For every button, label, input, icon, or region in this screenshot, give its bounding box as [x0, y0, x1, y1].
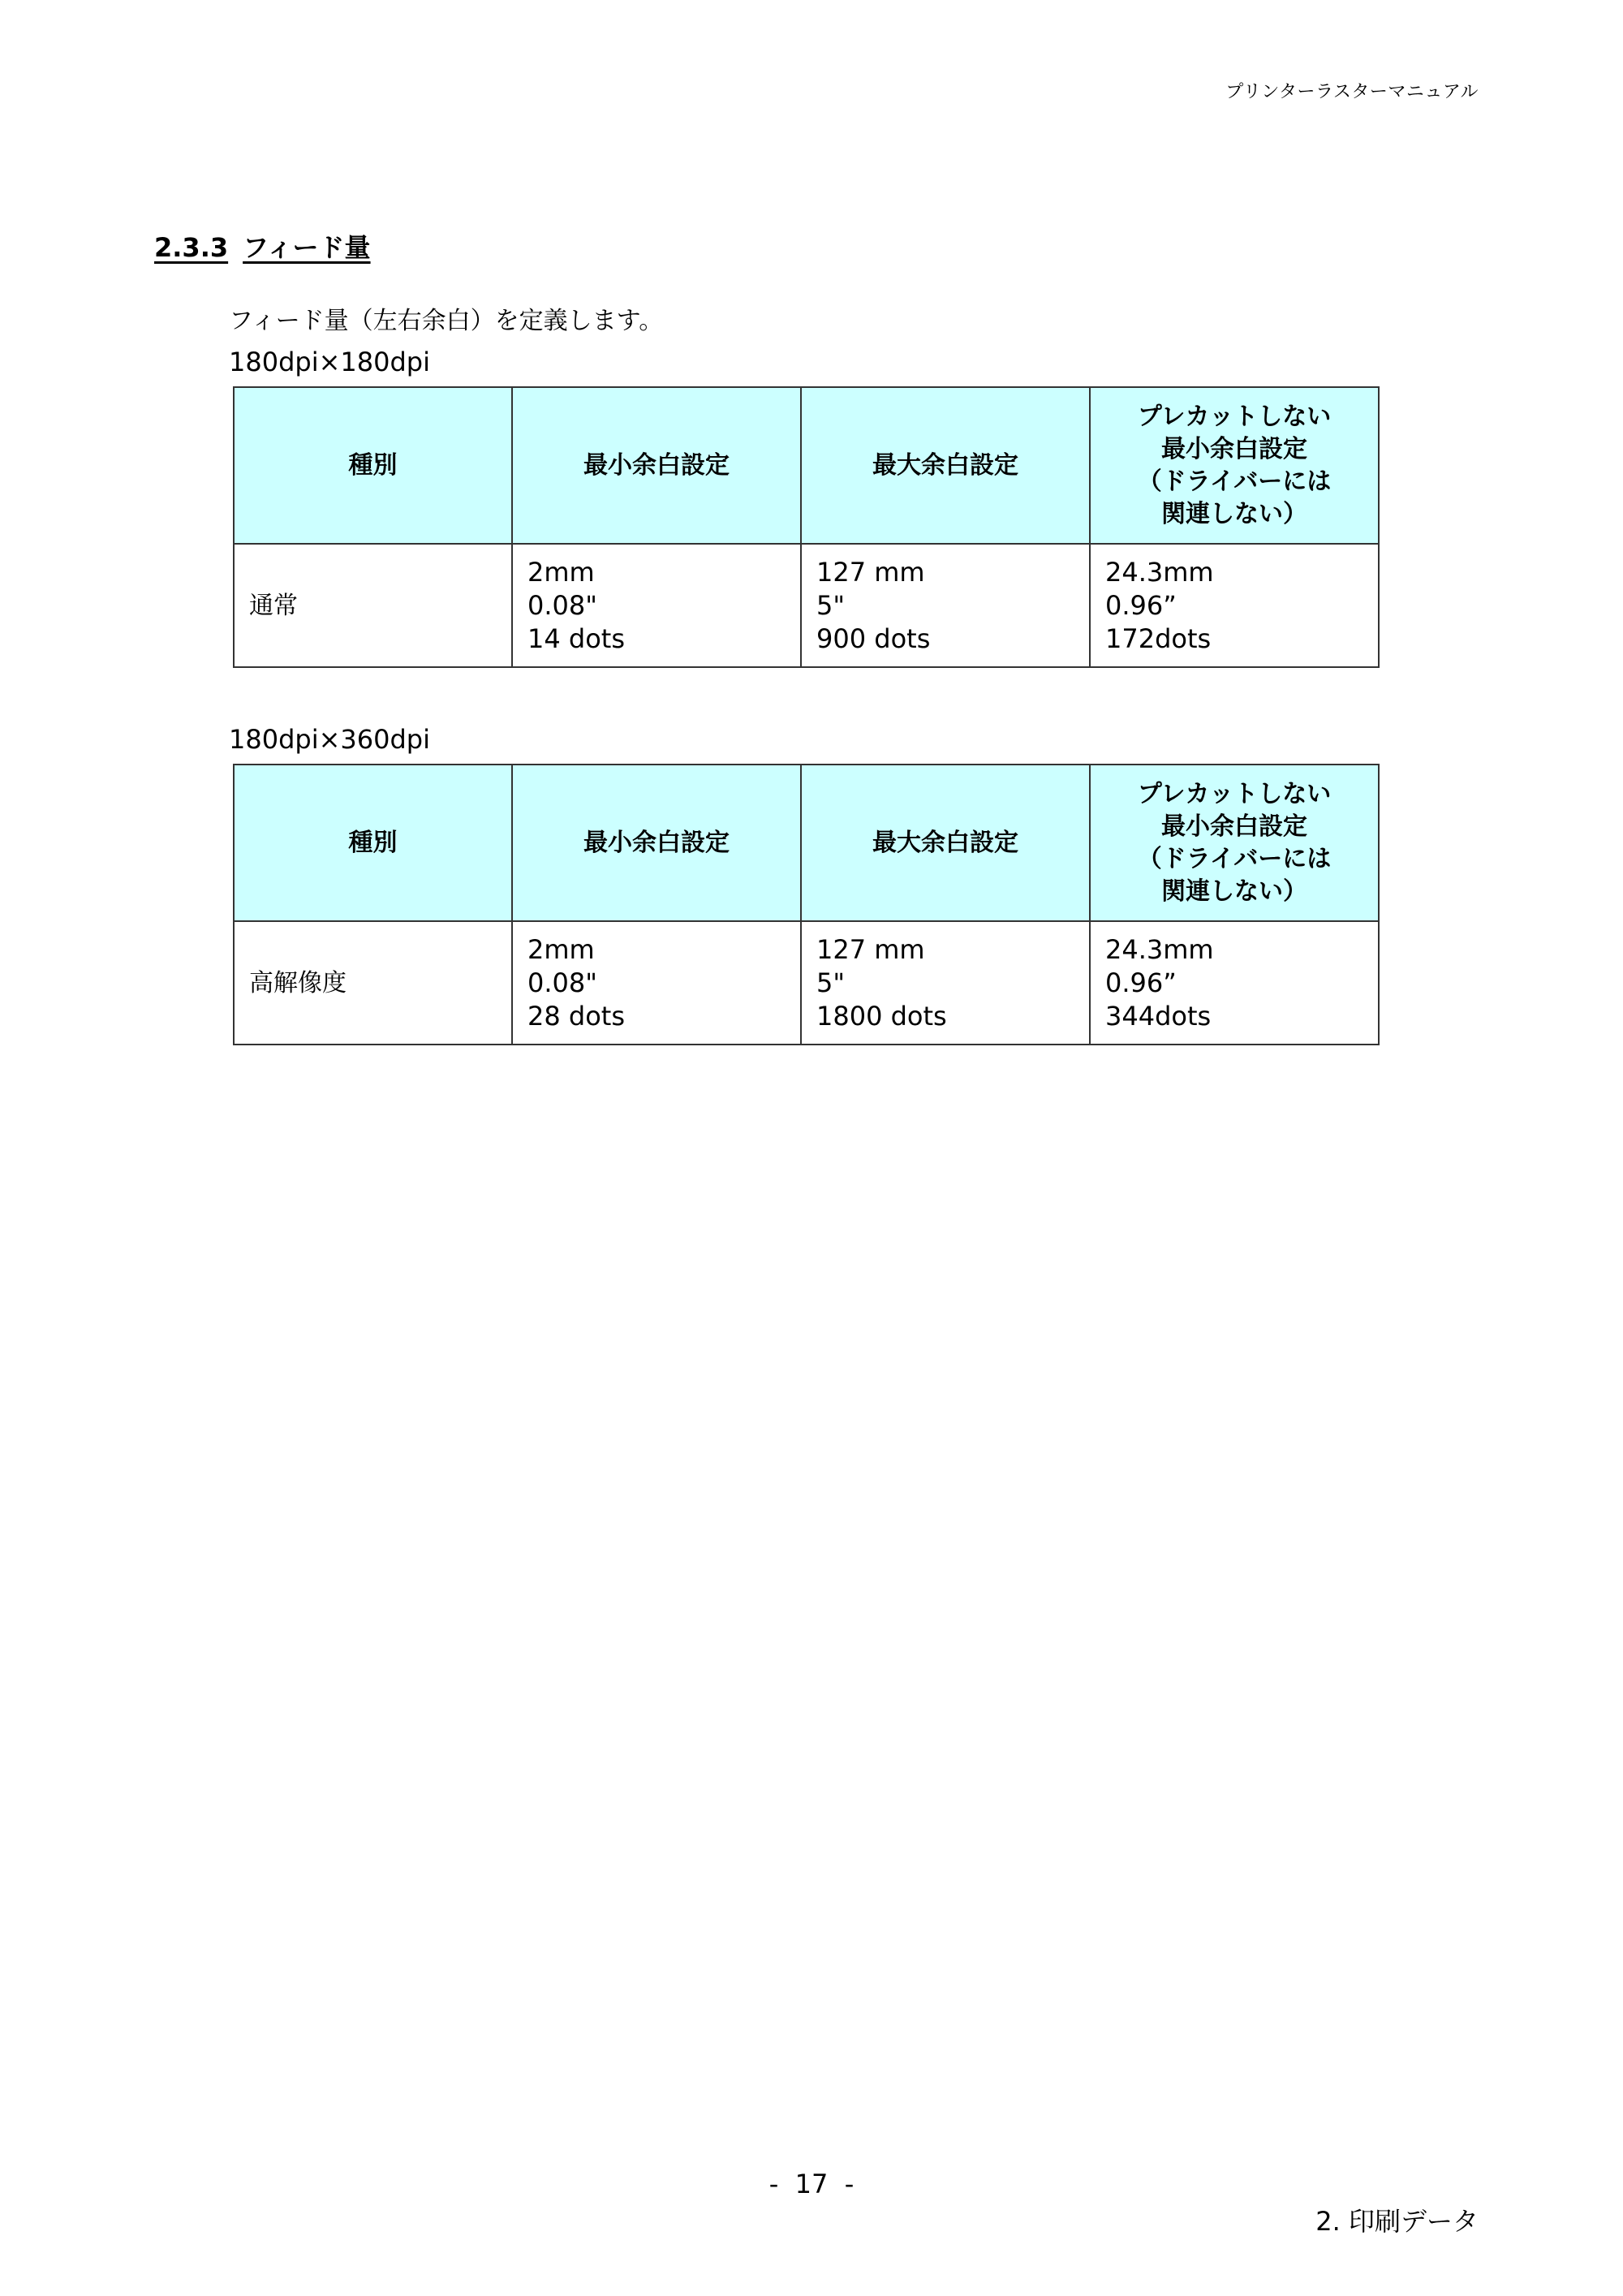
section-title: フィード量 — [243, 232, 371, 263]
value-dots: 14 dots — [527, 622, 625, 654]
value-dots: 28 dots — [527, 1000, 625, 1032]
cell-precut-margin — [1090, 921, 1379, 1045]
table-caption: 180dpi×180dpi — [229, 347, 430, 377]
header-precut-line: 関連しない） — [1161, 877, 1307, 906]
header-type: 種別 — [234, 765, 512, 921]
header-precut-line: 最小余白設定 — [1161, 434, 1307, 463]
table-row — [234, 544, 1379, 667]
feed-amount-table-high-resolution — [233, 764, 1380, 1045]
header-max-margin: 最大余白設定 — [801, 765, 1090, 921]
value-inch: 0.08" — [527, 589, 597, 621]
value-mm: 127 mm — [816, 556, 925, 588]
header-precut-line: 関連しない） — [1161, 499, 1307, 528]
cell-max-margin — [801, 921, 1090, 1045]
cell-max-margin — [801, 544, 1090, 667]
value-dots: 1800 dots — [816, 1000, 947, 1032]
cell-min-margin — [512, 921, 801, 1045]
section-heading — [154, 227, 371, 265]
header-precut-line: 最小余白設定 — [1161, 812, 1307, 841]
row-type: 高解像度 — [234, 921, 512, 1045]
value-mm: 2mm — [527, 933, 595, 965]
value-mm: 127 mm — [816, 933, 925, 965]
value-inch: 0.96” — [1105, 967, 1177, 998]
row-type: 通常 — [234, 544, 512, 667]
header-precut-margin — [1090, 765, 1379, 921]
value-dots: 172dots — [1105, 622, 1212, 654]
chapter-footer: 2. 印刷データ — [1315, 2206, 1479, 2237]
section-number: 2.3.3 — [154, 232, 229, 263]
header-precut-line: プレカットしない — [1137, 402, 1332, 431]
feed-amount-table-standard — [233, 386, 1380, 668]
value-dots: 900 dots — [816, 622, 931, 654]
header-min-margin: 最小余白設定 — [512, 387, 801, 544]
value-mm: 24.3mm — [1105, 556, 1214, 588]
header-precut-line: （ドライバーには — [1137, 844, 1332, 873]
header-min-margin: 最小余白設定 — [512, 765, 801, 921]
intro-text: フィード量（左右余白）を定義します。 — [229, 307, 664, 335]
header-precut-line: プレカットしない — [1137, 779, 1332, 808]
value-mm: 24.3mm — [1105, 933, 1214, 965]
value-inch: 5" — [816, 589, 846, 621]
value-mm: 2mm — [527, 556, 595, 588]
page-number: - 17 - — [768, 2169, 855, 2199]
value-inch: 0.96” — [1105, 589, 1177, 621]
header-max-margin: 最大余白設定 — [801, 387, 1090, 544]
header-type: 種別 — [234, 387, 512, 544]
table-row — [234, 921, 1379, 1045]
table-caption: 180dpi×360dpi — [229, 724, 430, 755]
header-precut-margin — [1090, 387, 1379, 544]
running-header: プリンターラスターマニュアル — [1225, 82, 1479, 102]
cell-precut-margin — [1090, 544, 1379, 667]
value-dots: 344dots — [1105, 1000, 1212, 1032]
cell-min-margin — [512, 544, 801, 667]
header-precut-line: （ドライバーには — [1137, 467, 1332, 496]
value-inch: 0.08" — [527, 967, 597, 998]
table-header-row — [234, 765, 1379, 921]
value-inch: 5" — [816, 967, 846, 998]
table-header-row — [234, 387, 1379, 544]
